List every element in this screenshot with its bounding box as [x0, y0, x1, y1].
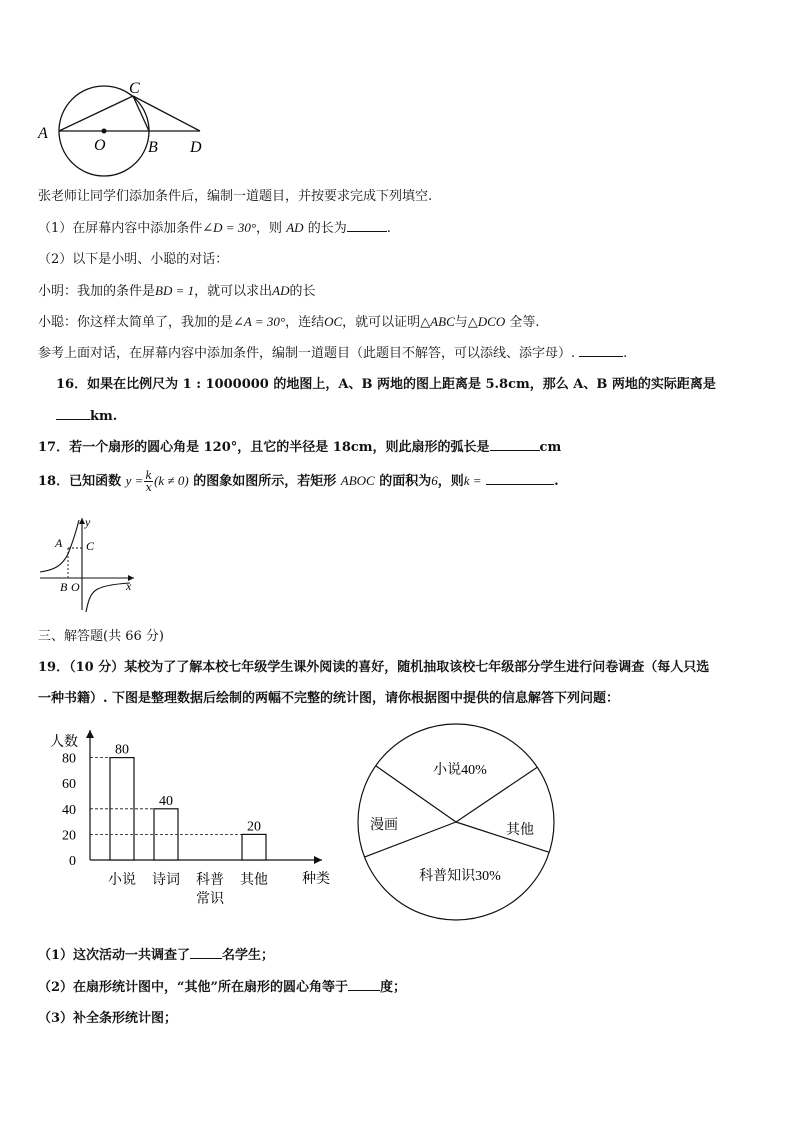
question-1: （1）在屏幕内容中添加条件∠D = 30°，则 AD 的长为 .: [38, 220, 391, 236]
bar-chart: [44, 722, 344, 912]
question-19-part-3: （3）补全条形统计图；: [38, 1011, 178, 1026]
answer-blank[interactable]: [190, 946, 222, 959]
y-tick-label: 60: [62, 777, 76, 793]
label-x: x: [126, 579, 132, 593]
x-tick-label: 科普: [196, 873, 224, 888]
hyperbola-figure: [36, 514, 140, 616]
x-tick-label: 常识: [196, 892, 224, 907]
bar: [242, 834, 266, 860]
label-o: O: [71, 580, 80, 594]
slice-label: 科普知识30%: [419, 869, 501, 884]
slice-label: 小说40%: [433, 763, 487, 778]
y-axis-label: 人数: [50, 735, 78, 750]
bar-value-label: 40: [159, 793, 173, 809]
answer-blank[interactable]: [348, 978, 380, 991]
question-19-line1: 19．（10 分）某校为了了解本校七年级学生课外阅读的喜好，随机抽取该校七年级部分学生进行问卷调查（每人只选: [38, 660, 710, 675]
x-tick-label: 小说: [108, 873, 136, 888]
bar-value-label: 80: [115, 742, 129, 758]
y-tick-label: 0: [69, 854, 76, 869]
pie-chart: [350, 730, 560, 920]
fraction-k-over-x: $\frac{k}{x}$: [145, 469, 153, 494]
circle-tangent-figure: [36, 76, 216, 160]
label-b: B: [60, 580, 68, 594]
question-19-line2: 一种书籍）. 下图是整理数据后绘制的两幅不完整的统计图，请你根据图中提供的信息解答下列问题：: [38, 691, 620, 706]
question-18: 18．已知函数 y = $\frac{k}{x}$ (k ≠ 0) 的图象如图所示，若矩形 ABOC 的面积为6，则k = .: [38, 469, 559, 494]
answer-blank[interactable]: [56, 407, 90, 420]
answer-blank[interactable]: [490, 438, 540, 451]
section-3-title: 三、解答题(共 66 分): [38, 629, 164, 644]
x-axis-arrow: [314, 856, 322, 864]
reference-prompt: 参考上面对话，在屏幕内容中添加条件，编制一道题目（此题目不解答，可以添线、添字母）. .: [38, 346, 628, 361]
label-o: O: [94, 137, 106, 154]
y-axis-arrow: [86, 730, 94, 738]
y-tick-label: 40: [62, 802, 76, 818]
question-2: （2）以下是小明、小聪的对话：: [38, 252, 229, 267]
y-tick-label: 20: [62, 828, 76, 844]
label-y: y: [85, 515, 91, 529]
label-c: C: [129, 80, 140, 97]
x-tick-label: 其他: [240, 873, 268, 888]
x-tick-label: 诗词: [152, 873, 180, 888]
answer-blank[interactable]: [347, 219, 387, 232]
xiaoming-dialog: 小明：我加的条件是BD = 1，就可以求出AD的长: [38, 283, 316, 299]
label-c: C: [86, 539, 95, 553]
question-16: 16．如果在比例尺为 1 : 1000000 的地图上，A、B 两地的图上距离是 5.8cm，那么 A、B 两地的实际距离是: [56, 377, 716, 392]
answer-blank[interactable]: [579, 344, 623, 357]
intro-text: 张老师让同学们添加条件后，编制一道题目，并按要求完成下列填空.: [38, 189, 433, 204]
bar-value-label: 20: [247, 819, 261, 835]
xiaocong-dialog: 小聪：你这样太简单了，我加的是∠A = 30°，连结OC，就可以证明△ABC与△DCO 全等.: [38, 314, 540, 330]
label-a: A: [55, 536, 63, 550]
slice-label: 漫画: [370, 818, 398, 833]
y-tick-label: 80: [62, 751, 76, 767]
question-19-part-1: （1）这次活动一共调查了 名学生；: [38, 948, 275, 963]
answer-blank[interactable]: [486, 472, 554, 485]
x-axis-label: 种类: [302, 872, 330, 887]
question-17: 17．若一个扇形的圆心角是 120°，且它的半径是 18cm，则此扇形的弧长是 cm: [38, 440, 562, 455]
question-19-part-2: （2）在扇形统计图中，“其他”所在扇形的圆心角等于 度；: [38, 980, 407, 995]
label-b: B: [148, 139, 158, 156]
label-d: D: [190, 139, 202, 156]
question-16-answer: km.: [56, 407, 117, 426]
label-a: A: [38, 125, 48, 142]
slice-label: 其他: [506, 823, 534, 838]
